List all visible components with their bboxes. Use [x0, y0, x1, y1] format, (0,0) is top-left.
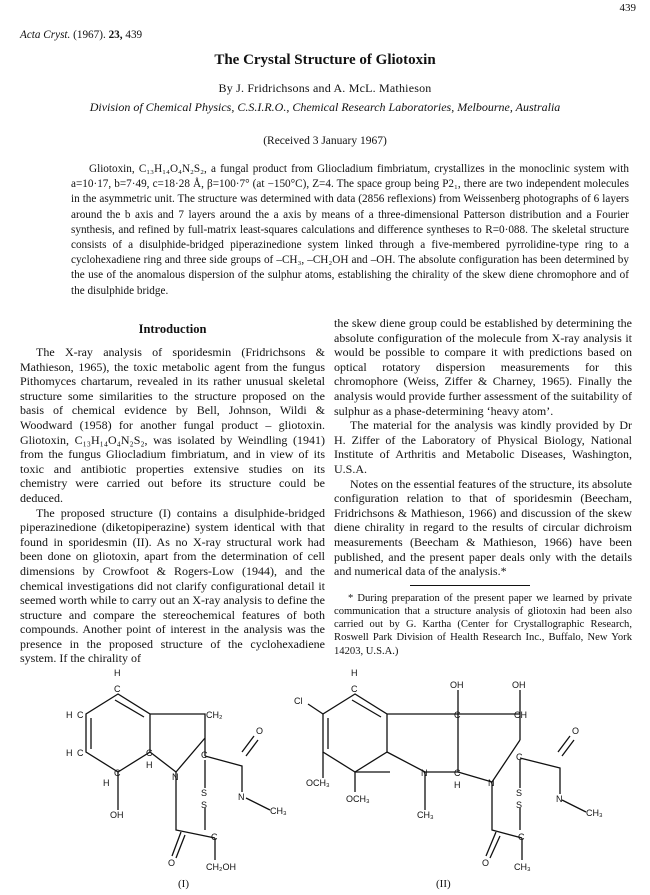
struct2-h-mid: H: [454, 780, 461, 790]
intro-paragraph-4: The material for the analysis was kindly provided by Dr H. Ziffer of the Laboratory of Physical Biology, National Institute of Arthritis and Metabolic Diseases, Washington, U.S.A.: [334, 418, 632, 476]
struct1-c-left1: C: [77, 710, 84, 720]
struct2-o2: O: [482, 858, 490, 868]
right-column: [334, 316, 632, 658]
struct1-c-q1: C: [201, 750, 208, 760]
struct2-ch3-right: CH₃: [586, 808, 603, 818]
journal-year: (1967).: [73, 29, 106, 41]
struct1-n-left: N: [172, 772, 179, 782]
struct1-o1: O: [256, 726, 264, 736]
struct2-s1: S: [516, 788, 523, 798]
struct1-ch2oh: CH₂OH: [206, 862, 236, 872]
left-column: [20, 318, 325, 666]
journal-citation: [20, 29, 142, 41]
intro-paragraph-3: the skew diene group could be established by determining the absolute configuration of the molecule from X-ray analysis it would be possible to compare it with predictions based on optical rotatory dispersion measurements for this chromophore (Weiss, Ziffer & Charney, 1965). Finally the analysis would provide further assessment of the suitability of sulphur as a phase-determining ‘heavy atom’.: [334, 316, 632, 418]
section-heading-introduction: Introduction: [138, 322, 207, 336]
struct2-c-oh1: C: [454, 710, 461, 720]
struct2-o1: O: [572, 726, 580, 736]
struct1-oh: OH: [110, 810, 124, 820]
journal-page: 439: [125, 29, 143, 41]
struct2-och3-1: OCH₃: [306, 778, 330, 788]
paper-title: The Crystal Structure of Gliotoxin: [214, 52, 436, 68]
struct1-s1: S: [201, 788, 208, 798]
struct1-h-left1: H: [66, 710, 73, 720]
struct2-ch: CH: [514, 710, 527, 720]
intro-paragraph-5: Notes on the essential features of the structure, its absolute configuration relation to that of sporidesmin (Beecham, Fridrichsons & Mathieson, 1966) and discussion of the skew diene chirality in regard to the results of circular dichroism measurements (Beecham & Mathieson, 1966) have been published, and the present paper deals only with the details and numerical data of the analysis.*: [334, 476, 632, 579]
struct1-caption: (I): [178, 878, 189, 890]
struct1-ch2: CH₂: [206, 710, 223, 720]
struct1-c-top: C: [114, 684, 121, 694]
struct2-n-pip: N: [488, 778, 495, 788]
struct1-n-right: N: [238, 792, 245, 802]
struct1-c-low: C: [114, 768, 121, 778]
struct2-h-top: H: [351, 668, 358, 678]
struct2-s2: S: [516, 800, 523, 810]
struct2-c-q2: C: [518, 832, 525, 842]
page-number: 439: [619, 2, 636, 14]
intro-paragraph-2: The proposed structure (I) contains a disulphide-bridged piperazinedione (diketopiperazine) system identical with that found in sporidesmin (II). As no X-ray structural work had been done on gliotoxin, apart from the determination of cell dimensions by Crowfoot & Rogers-Low (1944), and the chemical investigations did not clarify configurational detail it seemed worth while to carry out an X-ray analysis to define the structure and compare the stereochemical features of both compounds. Another point of interest in the analysis was the presence in the proposed structure of the cyclohexadiene system. If the chirality of: [20, 505, 325, 666]
footnote-rule: [410, 585, 530, 586]
paper-authors: By J. Fridrichsons and A. McL. Mathieson: [218, 81, 432, 95]
struct2-oh2: OH: [512, 680, 526, 690]
struct2-oh1: OH: [450, 680, 464, 690]
abstract: Gliotoxin, C₁₃H₁₄O₄N₂S₂, a fungal product from Gliocladium fimbriatum, crystallizes in the monoclinic system with a=10·17, b=7·49, c=18·28 Å, β=100·7° (at −150°C), Z=4. The space group being P2₁, there are two independent molecules in the asymmetric unit. The structure was determined with data (2856 reflexions) from Weissenberg photographs of 6 layers around the b axis and 7 layers around the a axis by means of a three-dimensional Patterson distribution and a Fourier synthesis, and refined by full-matrix least-squares calculations and difference syntheses to R=0·088. The skeletal structure consists of a disulphide-bridged piperazinedione system linked through a five-membered pyrrolidine-type ring to a cyclohexadiene ring and three side groups of –CH₃, –CH₂OH and –OH. The absolute configuration has been determined by the use of the anomalous dispersion of the sulphur atoms, establishing the chirality of the skew diene chromophore and of the disulphide bridge.: [71, 163, 629, 297]
struct2-c-mid: C: [454, 768, 461, 778]
intro-paragraph-1: The X-ray analysis of sporidesmin (Fridrichsons & Mathieson, 1965), the toxic metabolic agent from the fungus Pithomyces chartarum, revealed in its rather unusual skeletal structure some similarities to the structure proposed on the basis of chemical evidence by Bell, Johnson, Wildi & Woodward (1958) for another fungal product – gliotoxin. Gliotoxin, C₁₃H₁₄O₄N₂S₂, was isolated by Weindling (1941) from the fungus Gliocladium fimbriatum, and in view of its toxic and antibiotic properties extensive studies on its chemistry were carried out before its structure could be deduced.: [20, 345, 325, 505]
struct2-n-ar: N: [421, 768, 428, 778]
struct1-h-mid: H: [146, 760, 153, 770]
struct2-och3-2: OCH₃: [346, 794, 370, 804]
struct1-c-mid: C: [146, 748, 153, 758]
struct2-cl: Cl: [294, 696, 303, 706]
structure-diagrams: [0, 660, 650, 895]
struct2-c-top: C: [351, 684, 358, 694]
struct1-h-top: H: [114, 668, 121, 678]
journal-name: Acta Cryst.: [20, 29, 71, 41]
struct1-o2: O: [168, 858, 176, 868]
paper-affiliation: Division of Chemical Physics, C.S.I.R.O., Chemical Research Laboratories, Melbourne, Australia: [89, 100, 561, 114]
struct1-s2: S: [201, 800, 208, 810]
received-date: (Received 3 January 1967): [263, 135, 387, 147]
struct2-ch3-ar: CH₃: [417, 810, 434, 820]
struct1-c-q2: C: [211, 832, 218, 842]
struct2-n-right: N: [556, 794, 563, 804]
struct1-h-left2: H: [66, 748, 73, 758]
struct1-ch3: CH₃: [270, 806, 287, 816]
journal-volume: 23,: [108, 29, 123, 41]
footnote: * During preparation of the present paper we learned by private communication that a structure analysis of gliotoxin had been also carried out by G. Kartha (Center for Crystallographic Research, Roswell Park Division of Health Research Inc., Buffalo, New York 14203, U.S.A.): [334, 592, 632, 657]
struct2-caption: (II): [436, 878, 451, 890]
struct2-ch3-bottom: CH₃: [514, 862, 531, 872]
struct1-c-left2: C: [77, 748, 84, 758]
struct1-h-low: H: [103, 778, 110, 788]
struct2-c-q1: C: [516, 752, 523, 762]
